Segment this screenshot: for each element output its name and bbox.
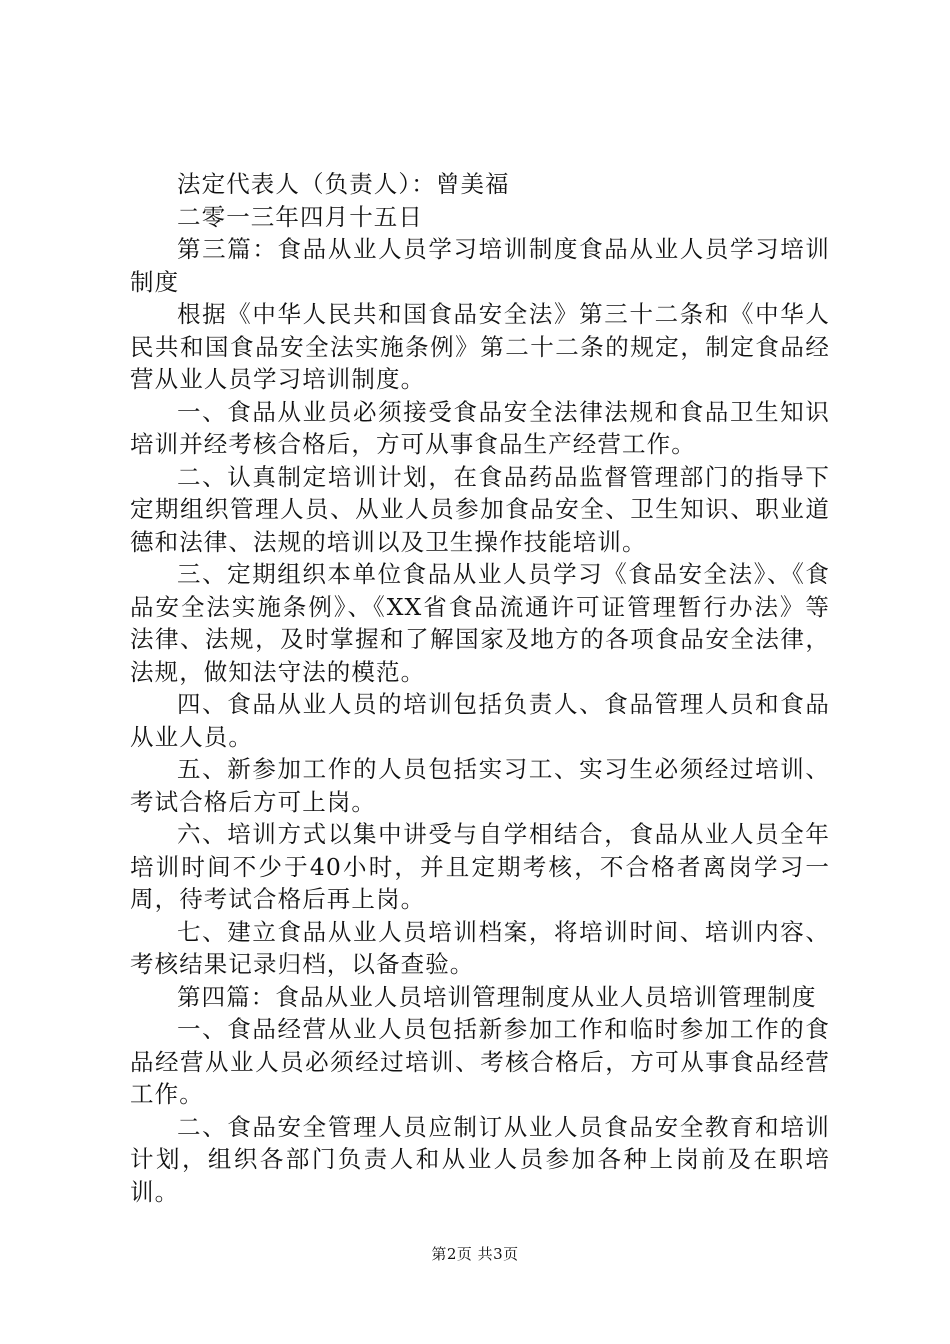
body-paragraph: 二、认真制定培训计划，在食品药品监督管理部门的指导下定期组织管理人员、从业人员参加食品安全、卫生知识、职业道德和法律、法规的培训以及卫生操作技能培训。 <box>130 462 830 556</box>
body-paragraph: 五、新参加工作的人员包括实习工、实习生必须经过培训、考试合格后方可上岗。 <box>130 755 830 816</box>
body-paragraph: 四、食品从业人员的培训包括负责人、食品管理人员和食品从业人员。 <box>130 690 830 751</box>
document-body <box>130 168 830 1208</box>
body-paragraph: 根据《中华人民共和国食品安全法》第三十二条和《中华人民共和国食品安全法实施条例》第二十二条的规定，制定食品经营从业人员学习培训制度。 <box>130 300 830 393</box>
page-footer <box>0 1243 950 1264</box>
body-paragraph: 七、建立食品从业人员培训档案，将培训时间、培训内容、考核结果记录归档，以备查验。 <box>130 917 830 978</box>
signatory-line: 法定代表人（负责人）：曾美福 <box>177 170 510 198</box>
body-paragraph: 一、食品经营从业人员包括新参加工作和临时参加工作的食品经营从业人员必须经过培训、考核合格后，方可从事食品经营工作。 <box>130 1015 830 1108</box>
section-heading-3: 第三篇：食品从业人员学习培训制度食品从业人员学习培训制度 <box>130 235 830 296</box>
section-heading-4: 第四篇：食品从业人员培训管理制度从业人员培训管理制度 <box>177 982 817 1011</box>
body-paragraph: 三、定期组织本单位食品从业人员学习《食品安全法》、《食品安全法实施条例》、《XX省食品流通许可证管理暂行办法》等法律、法规，及时掌握和了解国家及地方的各项食品安全法律，法规，做知法守法的模范。 <box>130 560 830 686</box>
body-paragraph: 六、培训方式以集中讲受与自学相结合，食品从业人员全年培训时间不少于40小时，并且定期考核，不合格者离岗学习一周，待考试合格后再上岗。 <box>130 820 830 913</box>
date-line: 二零一三年四月十五日 <box>177 202 423 231</box>
page-indicator: 第2页 共3页 <box>431 1245 519 1263</box>
body-paragraph: 二、食品安全管理人员应制订从业人员食品安全教育和培训计划，组织各部门负责人和从业人员参加各种上岗前及在职培训。 <box>130 1112 830 1206</box>
body-paragraph: 一、食品从业员必须接受食品安全法律法规和食品卫生知识培训并经考核合格后，方可从事食品生产经营工作。 <box>130 397 830 458</box>
